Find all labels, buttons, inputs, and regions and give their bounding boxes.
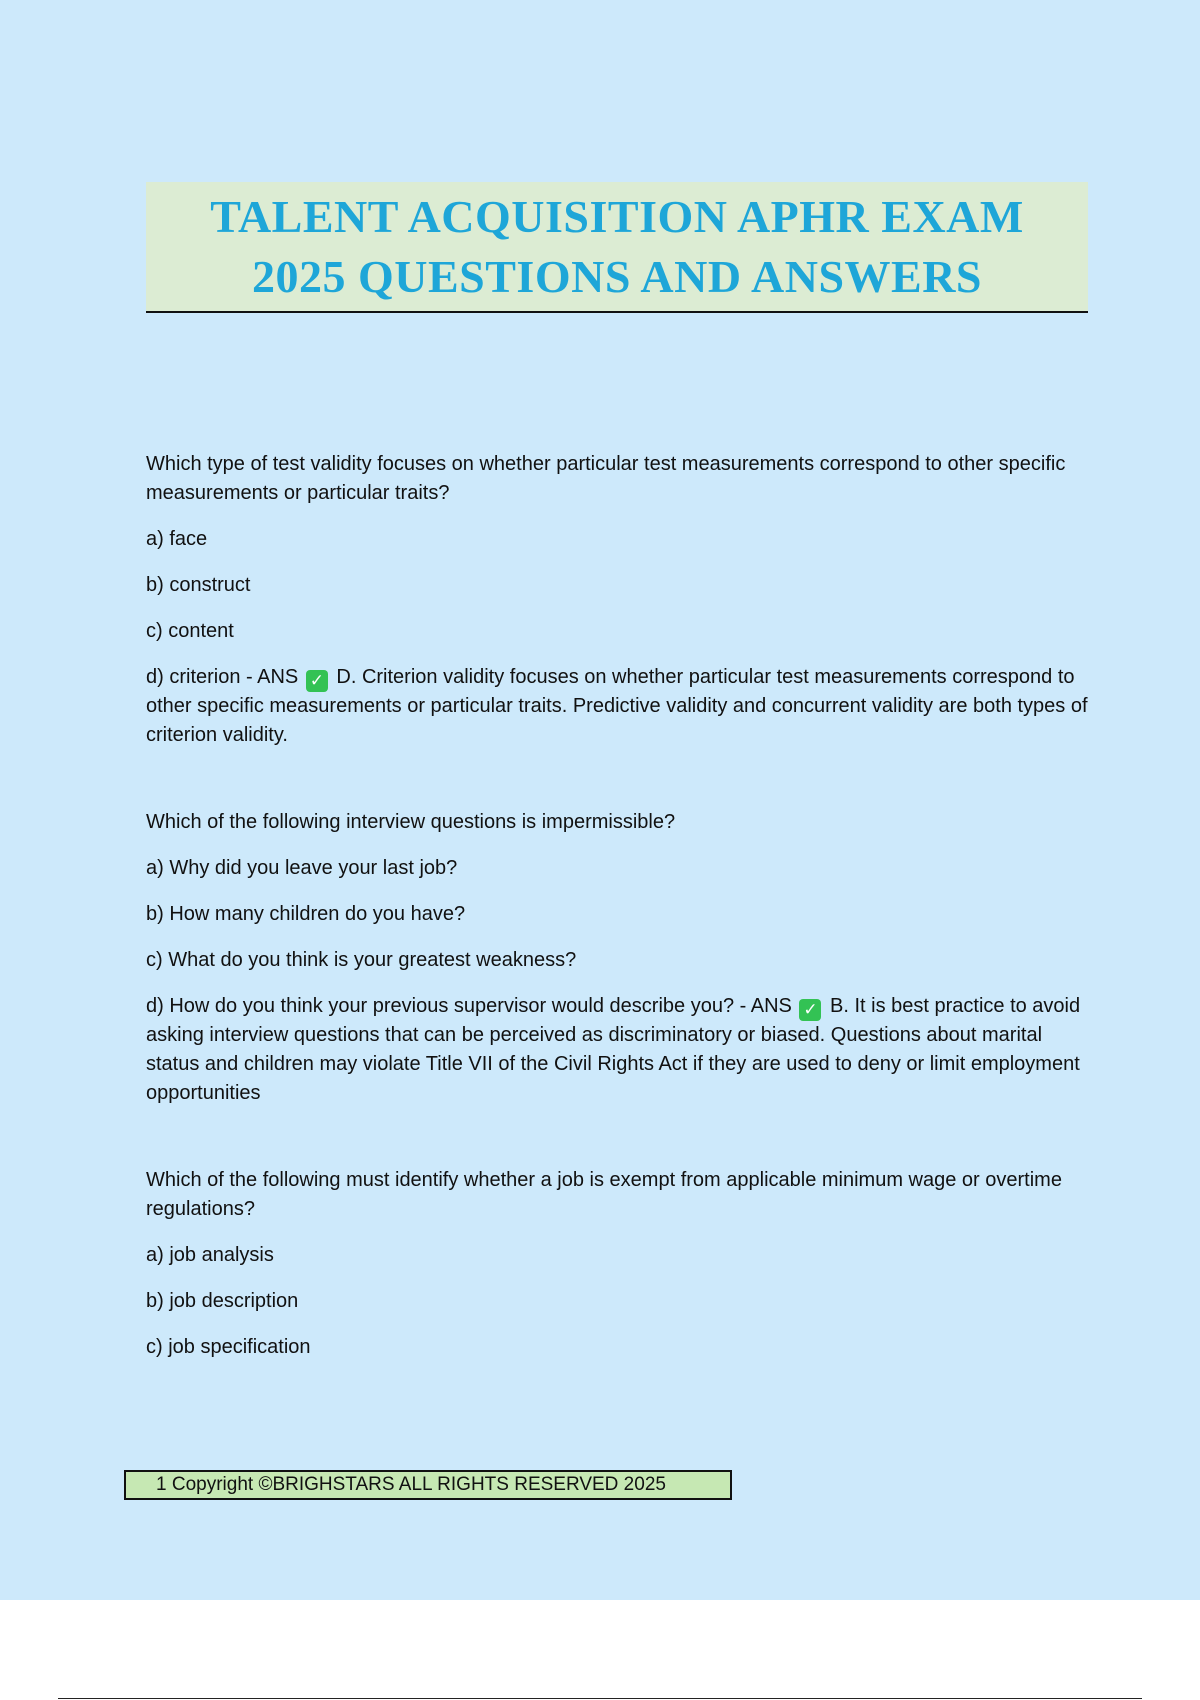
questions-section [146, 450, 1096, 1420]
bottom-divider [58, 1698, 1142, 1699]
check-mark-icon: ✓ [799, 999, 821, 1021]
option-a: a) face [146, 528, 208, 550]
question-block-2 [146, 808, 1096, 1108]
option-c: c) What do you think is your greatest weakness? [146, 949, 577, 971]
option-c: c) content [146, 620, 234, 642]
option-a: a) Why did you leave your last job? [146, 857, 458, 879]
option-d: d) How do you think your previous supervisor would describe you? - ANS [146, 995, 792, 1017]
option-b: b) construct [146, 574, 251, 596]
question-block-1 [146, 450, 1096, 750]
question-block-3 [146, 1166, 1096, 1362]
option-a: a) job analysis [146, 1244, 274, 1266]
option-d-with-answer [146, 663, 1096, 750]
option-b: b) job description [146, 1290, 299, 1312]
check-mark-icon: ✓ [306, 670, 328, 692]
question-text: Which of the following must identify whether a job is exempt from applicable minimum wage or overtime regulations? [146, 1169, 1062, 1220]
answer-explanation: D. Criterion validity focuses on whether particular test measurements correspond to other specific measurements or particular traits. Predictive validity and concurrent validity are both types of criterion validity. [146, 666, 1088, 746]
title-line-1: TALENT ACQUISITION APHR EXAM [210, 190, 1024, 242]
answer-explanation: B. It is best practice to avoid asking interview questions that can be perceived as discriminatory or biased. Questions about marital status and children may violate Title VII of the Civil Rights Act if they are used to deny or limit employment opportunities [146, 995, 1081, 1104]
option-c: c) job specification [146, 1336, 311, 1358]
question-text: Which type of test validity focuses on whether particular test measurements correspond to other specific measurements or particular traits? [146, 453, 1066, 504]
option-d: d) criterion - ANS [146, 666, 299, 688]
option-d-with-answer [146, 992, 1096, 1108]
title-banner [146, 182, 1088, 313]
option-b: b) How many children do you have? [146, 903, 466, 925]
copyright-footer: 1 Copyright ©BRIGHSTARS ALL RIGHTS RESERVED 2025 [124, 1470, 732, 1500]
title-line-2: 2025 QUESTIONS AND ANSWERS [251, 250, 983, 302]
question-text: Which of the following interview questions is impermissible? [146, 811, 676, 833]
